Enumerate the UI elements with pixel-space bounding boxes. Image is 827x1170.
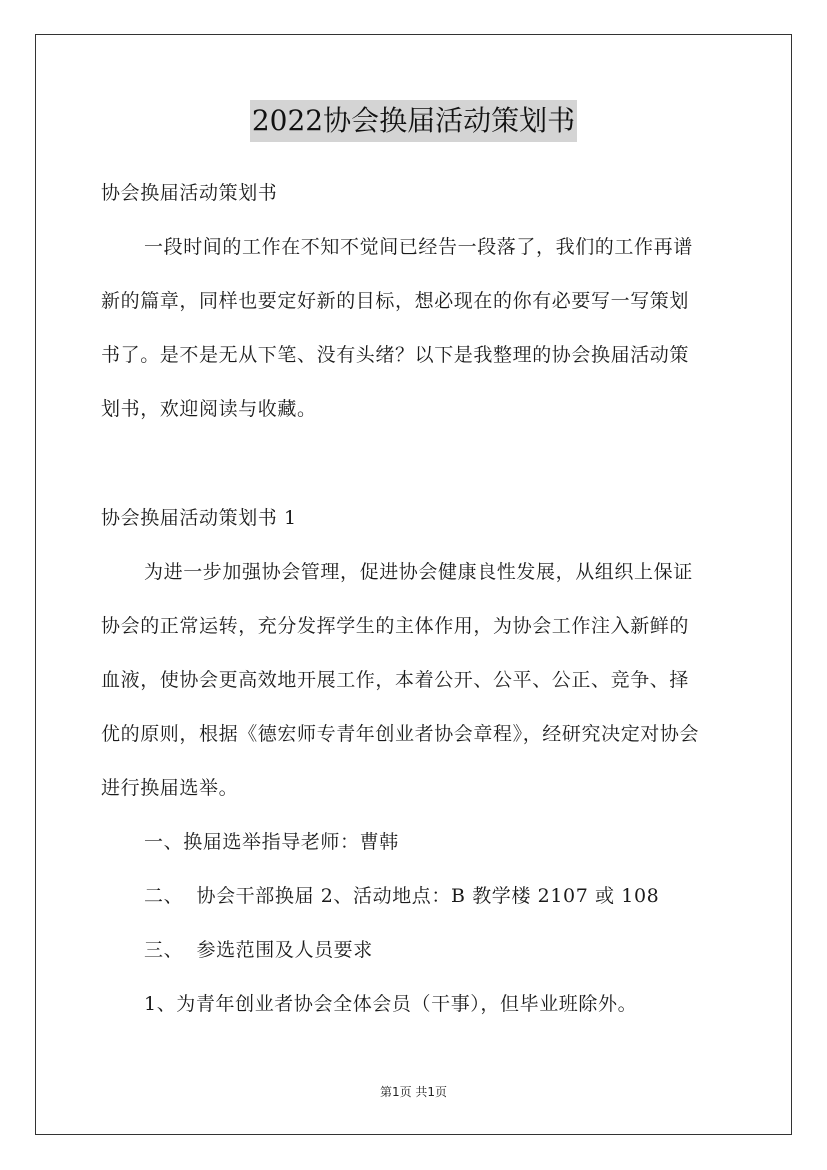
intro-line-1: 一段时间的工作在不知不觉间已经告一段落了，我们的工作再谱 [144, 236, 693, 258]
list-item-4: 1、为青年创业者协会全体会员（干事），但毕业班除外。 [144, 993, 638, 1015]
page-number: 第1页 共1页 [379, 1085, 448, 1099]
intro-line-3: 书了。是不是无从下笔、没有头绪？以下是我整理的协会换届活动策 [101, 344, 690, 366]
section-heading: 协会换届活动策划书 [101, 182, 278, 204]
intro-line-2: 新的篇章，同样也要定好新的目标，想必现在的你有必要写一写策划 [101, 290, 690, 312]
body-line-3: 血液，使协会更高效地开展工作，本着公开、公平、公正、竞争、择 [101, 669, 690, 691]
intro-line-4: 划书，欢迎阅读与收藏。 [101, 398, 317, 420]
list-item-1: 一、换届选举指导老师：曹韩 [144, 831, 399, 853]
section-heading-1: 协会换届活动策划书 1 [101, 507, 297, 529]
title-container [0, 100, 827, 142]
list-item-3: 三、 参选范围及人员要求 [144, 939, 373, 961]
list-item-2: 二、 协会干部换届 2、活动地点：B 教学楼 2107 或 108 [144, 885, 660, 907]
body-line-4: 优的原则，根据《德宏师专青年创业者协会章程》，经研究决定对协会 [101, 723, 700, 745]
body-line-1: 为进一步加强协会管理，促进协会健康良性发展，从组织上保证 [144, 561, 693, 583]
document-title: 2022协会换届活动策划书 [250, 100, 577, 142]
body-line-5: 进行换届选举。 [101, 777, 239, 799]
body-line-2: 协会的正常运转，充分发挥学生的主体作用，为协会工作注入新鲜的 [101, 615, 690, 637]
